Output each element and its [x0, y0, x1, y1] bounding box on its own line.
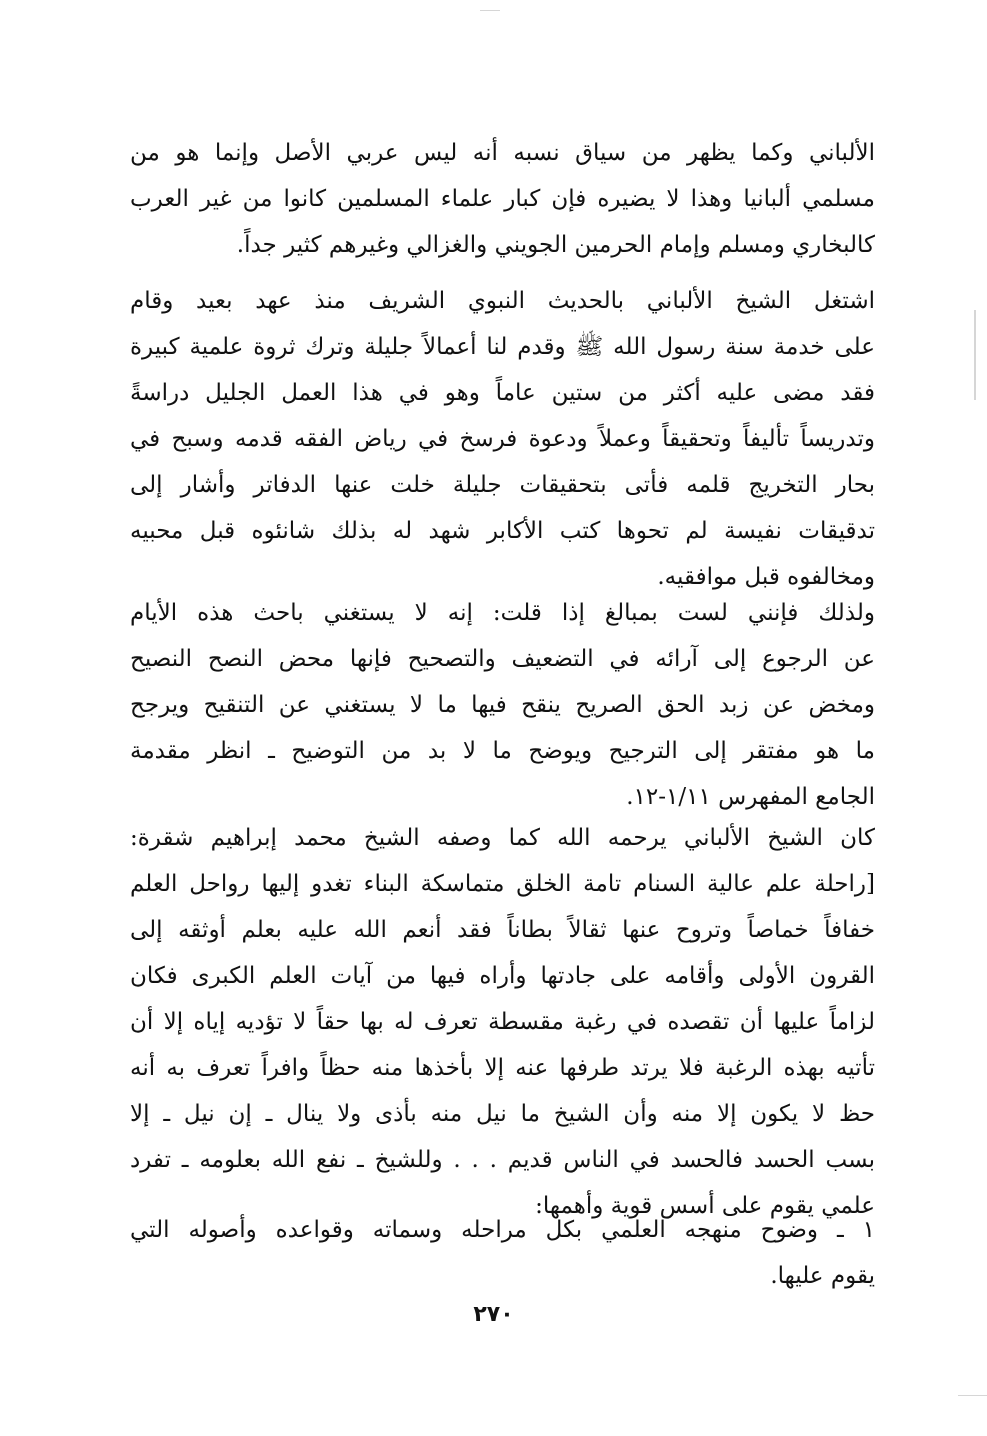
text-line: الألباني وكما يظهر من سياق نسبه أنه ليس عربي الأصل وإنما هو من: [130, 140, 875, 166]
text-line: عن الرجوع إلى آرائه في التضعيف والتصحيح فإنها محض النصح النصيح: [130, 646, 875, 672]
text-line: كالبخاري ومسلم وإمام الحرمين الجويني والغزالي وغيرهم كثير جداً.: [236, 232, 875, 258]
text-line: بسب الحسد فالحسد في الناس قديم . . . وللشيخ ـ نفع الله بعلومه ـ تفرد: [130, 1147, 875, 1173]
text-line: القرون الأولى وأقامه على جادتها وأراه فيها من آيات العلم الكبرى فكان: [130, 963, 875, 989]
page-number: ٢٧٠: [473, 1302, 514, 1327]
paragraph-2: [130, 278, 875, 600]
text-line: تأتيه بهذه الرغبة فلا يرتد طرفها عنه إلا بأخذها منه حظاً وافراً تعرف به أنه: [130, 1055, 875, 1081]
scan-edge-mark: [974, 310, 976, 400]
text-line: اشتغل الشيخ الألباني بالحديث النبوي الشريف منذ عهد بعيد وقام: [130, 288, 875, 314]
paragraph-5: [130, 1207, 875, 1299]
text-line: الجامع المفهرس ١/١١-١٢.: [626, 784, 875, 810]
text-line: خفافاً خماصاً وتروح عنها ثقالاً بطاناً فقد أنعم الله عليه بعلم أوثقه إلى: [130, 917, 875, 943]
text-line: فقد مضى عليه أكثر من ستين عاماً وهو في هذا العمل الجليل دراسةً: [130, 380, 875, 406]
text-line: حظ لا يكون إلا منه وأن الشيخ ما نيل منه بأذى ولا ينال ـ إن نيل ـ إلا: [130, 1101, 875, 1127]
text-line: لزاماً عليها أن تقصده في رغبة مقسطة تعرف له بها حقاً لا تؤديه إياه إلا أن: [130, 1009, 875, 1035]
text-line: علمي يقوم على أسس قوية وأهمها:: [535, 1193, 875, 1219]
text-line: كان الشيخ الألباني يرحمه الله كما وصفه الشيخ محمد إبراهيم شقرة:: [130, 825, 875, 851]
text-line: وتدريساً تأليفاً وتحقيقاً وعملاً ودعوة فرسخ في رياض الفقه قدمه وسبح في: [130, 426, 875, 452]
paragraph-1: [130, 130, 875, 268]
text-line: يقوم عليها.: [770, 1263, 875, 1289]
paragraph-3: [130, 590, 875, 820]
scan-edge-mark: [958, 1395, 987, 1396]
paragraph-4: [130, 815, 875, 1229]
text-line: ما هو مفتقر إلى الترجيح ويوضح ما لا بد من التوضيح ـ انظر مقدمة: [130, 738, 875, 764]
text-line: ولذلك فإنني لست بمبالغ إذا قلت: إنه لا يستغني باحث هذه الأيام: [130, 600, 875, 626]
text-line: بحار التخريج قلمه فأتى بتحقيقات جليلة خلت عنها الدفاتر وأشار إلى: [130, 472, 875, 498]
text-line: مسلمي ألبانيا وهذا لا يضيره فإن كبار علماء المسلمين كانوا من غير العرب: [130, 186, 875, 212]
text-line: على خدمة سنة رسول الله ﷺ وقدم لنا أعمالاً جليلة وترك ثروة علمية كبيرة: [130, 334, 875, 360]
text-line: ١ ـ وضوح منهجه العلمي بكل مراحله وسماته وقواعده وأصوله التي: [130, 1217, 875, 1243]
text-line: ومخض عن زبد الحق الصريح ينقح فيها ما لا يستغني عن التنقيح ويرجح: [130, 692, 875, 718]
text-line: تدقيقات نفيسة لم تحوها كتب الأكابر شهد له بذلك شانئوه قبل محبيه: [130, 518, 875, 544]
scan-edge-mark: [480, 10, 500, 11]
text-line: ومخالفوه قبل موافقيه.: [657, 564, 875, 590]
text-line: [راحلة علم عالية السنام تامة الخلق متماسكة البناء تغدو إليها رواحل العلم: [130, 871, 875, 897]
